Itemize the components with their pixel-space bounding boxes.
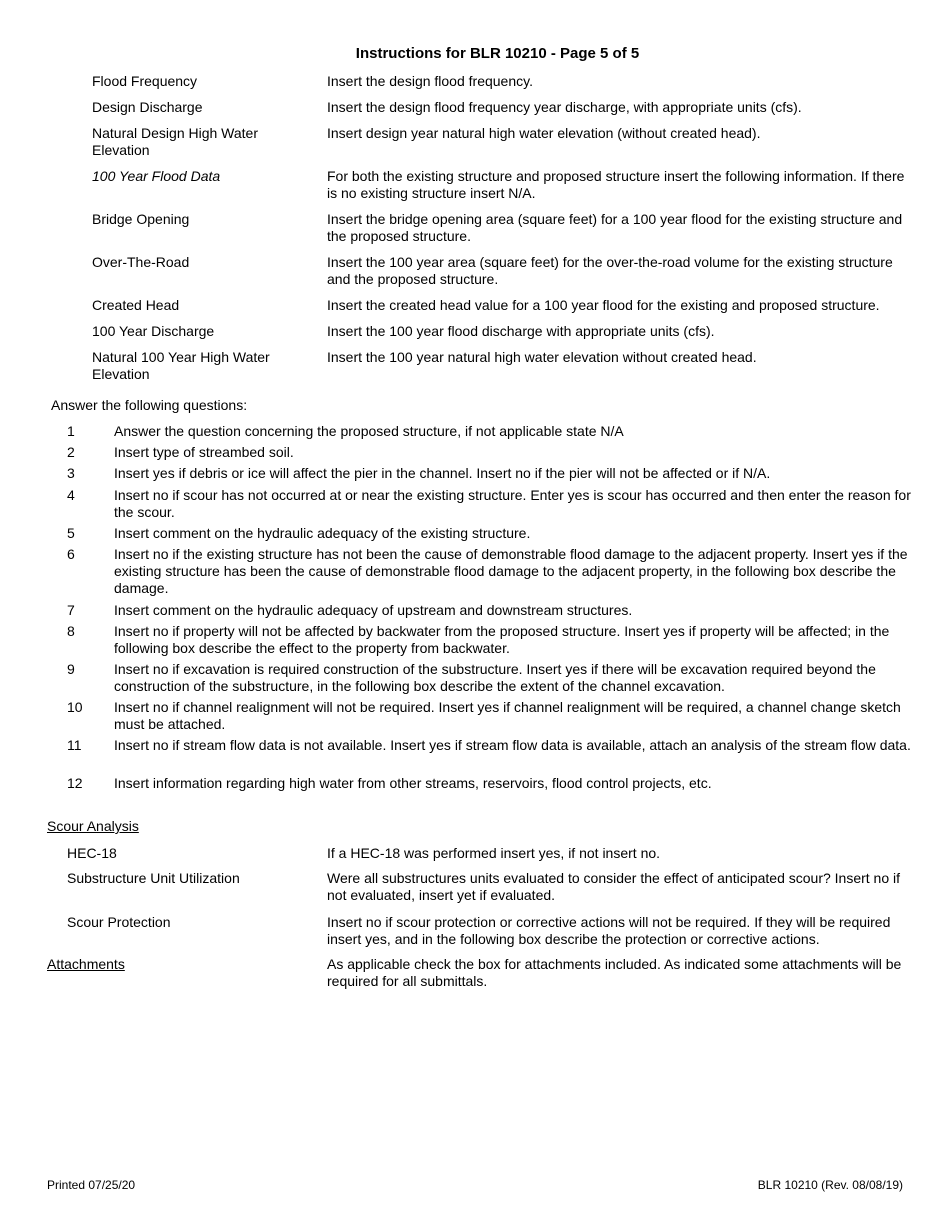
field-label: Design Discharge	[92, 99, 203, 115]
field-description: Insert design year natural high water elevation (without created head).	[327, 125, 761, 141]
question-number: 5	[67, 525, 75, 541]
question-number: 9	[67, 661, 75, 677]
question-text: Insert no if scour has not occurred at or near the existing structure. Enter yes is scour has occurred and then enter the reason for the scour.	[114, 487, 911, 520]
scour-label: Substructure Unit Utilization	[67, 870, 240, 886]
question-number: 10	[67, 699, 83, 715]
question-text: Insert no if property will not be affected by backwater from the proposed structure. Insert yes if property will be affected; in the following box describe the effect to the property from backwater.	[114, 623, 890, 656]
field-label: Flood Frequency	[92, 73, 198, 89]
field-description: Insert the design flood frequency year discharge, with appropriate units (cfs).	[327, 99, 802, 115]
question-text: Insert information regarding high water from other streams, reservoirs, flood control projects, etc.	[114, 775, 712, 791]
field-label: Created Head	[92, 297, 180, 313]
question-text: Insert no if stream flow data is not available. Insert yes if stream flow data is available, attach an analysis of the stream flow data.	[114, 737, 911, 753]
question-number: 2	[67, 444, 75, 460]
field-description: Insert the 100 year flood discharge with appropriate units (cfs).	[327, 323, 715, 339]
attachments-description: As applicable check the box for attachments included. As indicated some attachments will be required for all submittals.	[327, 956, 902, 989]
question-number: 1	[67, 423, 75, 439]
field-description: Insert the bridge opening area (square feet) for a 100 year flood for the existing structure and the proposed structure.	[327, 211, 903, 244]
question-number: 12	[67, 775, 83, 791]
question-text: Insert yes if debris or ice will affect the pier in the channel. Insert no if the pier will not be affected or if N/A.	[114, 465, 771, 481]
scour-analysis-heading: Scour Analysis	[47, 818, 139, 834]
field-description: Insert the design flood frequency.	[327, 73, 533, 89]
form-revision: BLR 10210 (Rev. 08/08/19)	[757, 1178, 903, 1192]
question-text: Insert comment on the hydraulic adequacy of the existing structure.	[114, 525, 531, 541]
scour-label: HEC-18	[67, 845, 117, 861]
question-number: 8	[67, 623, 75, 639]
field-label: Over-The-Road	[92, 254, 190, 270]
question-number: 7	[67, 602, 75, 618]
question-number: 6	[67, 546, 75, 562]
field-description: Insert the 100 year natural high water elevation without created head.	[327, 349, 757, 365]
question-number: 4	[67, 487, 75, 503]
question-text: Insert type of streambed soil.	[114, 444, 294, 460]
question-text: Insert comment on the hydraulic adequacy of upstream and downstream structures.	[114, 602, 633, 618]
question-number: 3	[67, 465, 75, 481]
field-label: 100 Year Flood Data	[92, 168, 221, 184]
question-text: Insert no if excavation is required construction of the substructure. Insert yes if there will be excavation required beyond the construction of the substructure, in the following box describe the extent of the channel excavation.	[114, 661, 876, 694]
scour-label: Scour Protection	[67, 914, 171, 930]
page-title: Instructions for BLR 10210 - Page 5 of 5	[355, 45, 640, 62]
printed-date: Printed 07/25/20	[47, 1178, 136, 1192]
question-number: 11	[67, 737, 82, 753]
question-text: Insert no if channel realignment will not be required. Insert yes if channel realignment will be required, a channel change sketch must be attached.	[114, 699, 901, 732]
field-description: For both the existing structure and proposed structure insert the following information. If there is no existing structure insert N/A.	[327, 168, 905, 201]
scour-description: Were all substructures units evaluated to consider the effect of anticipated scour? Insert no if not evaluated, insert yet if evaluated.	[327, 870, 901, 903]
question-text: Answer the question concerning the proposed structure, if not applicable state N/A	[114, 423, 624, 439]
attachments-heading: Attachments	[47, 956, 125, 972]
field-label: Bridge Opening	[92, 211, 190, 227]
field-description: Insert the created head value for a 100 year flood for the existing and proposed structure.	[327, 297, 880, 313]
scour-description: If a HEC-18 was performed insert yes, if not insert no.	[327, 845, 661, 861]
questions-intro: Answer the following questions:	[51, 397, 248, 413]
question-text: Insert no if the existing structure has not been the cause of demonstrable flood damage to the adjacent property. Insert yes if the existing structure has been the cause of demonstrable flood damage to the adjacent property, in the following box describe the damage.	[114, 546, 908, 596]
field-label: Natural Design High Water Elevation	[92, 125, 258, 158]
field-label: 100 Year Discharge	[92, 323, 215, 339]
scour-description: Insert no if scour protection or corrective actions will not be required. If they will be required insert yes, and in the following box describe the protection or corrective actions.	[327, 914, 891, 947]
field-label: Natural 100 Year High Water Elevation	[92, 349, 270, 382]
field-description: Insert the 100 year area (square feet) for the over-the-road volume for the existing structure and the proposed structure.	[327, 254, 893, 287]
